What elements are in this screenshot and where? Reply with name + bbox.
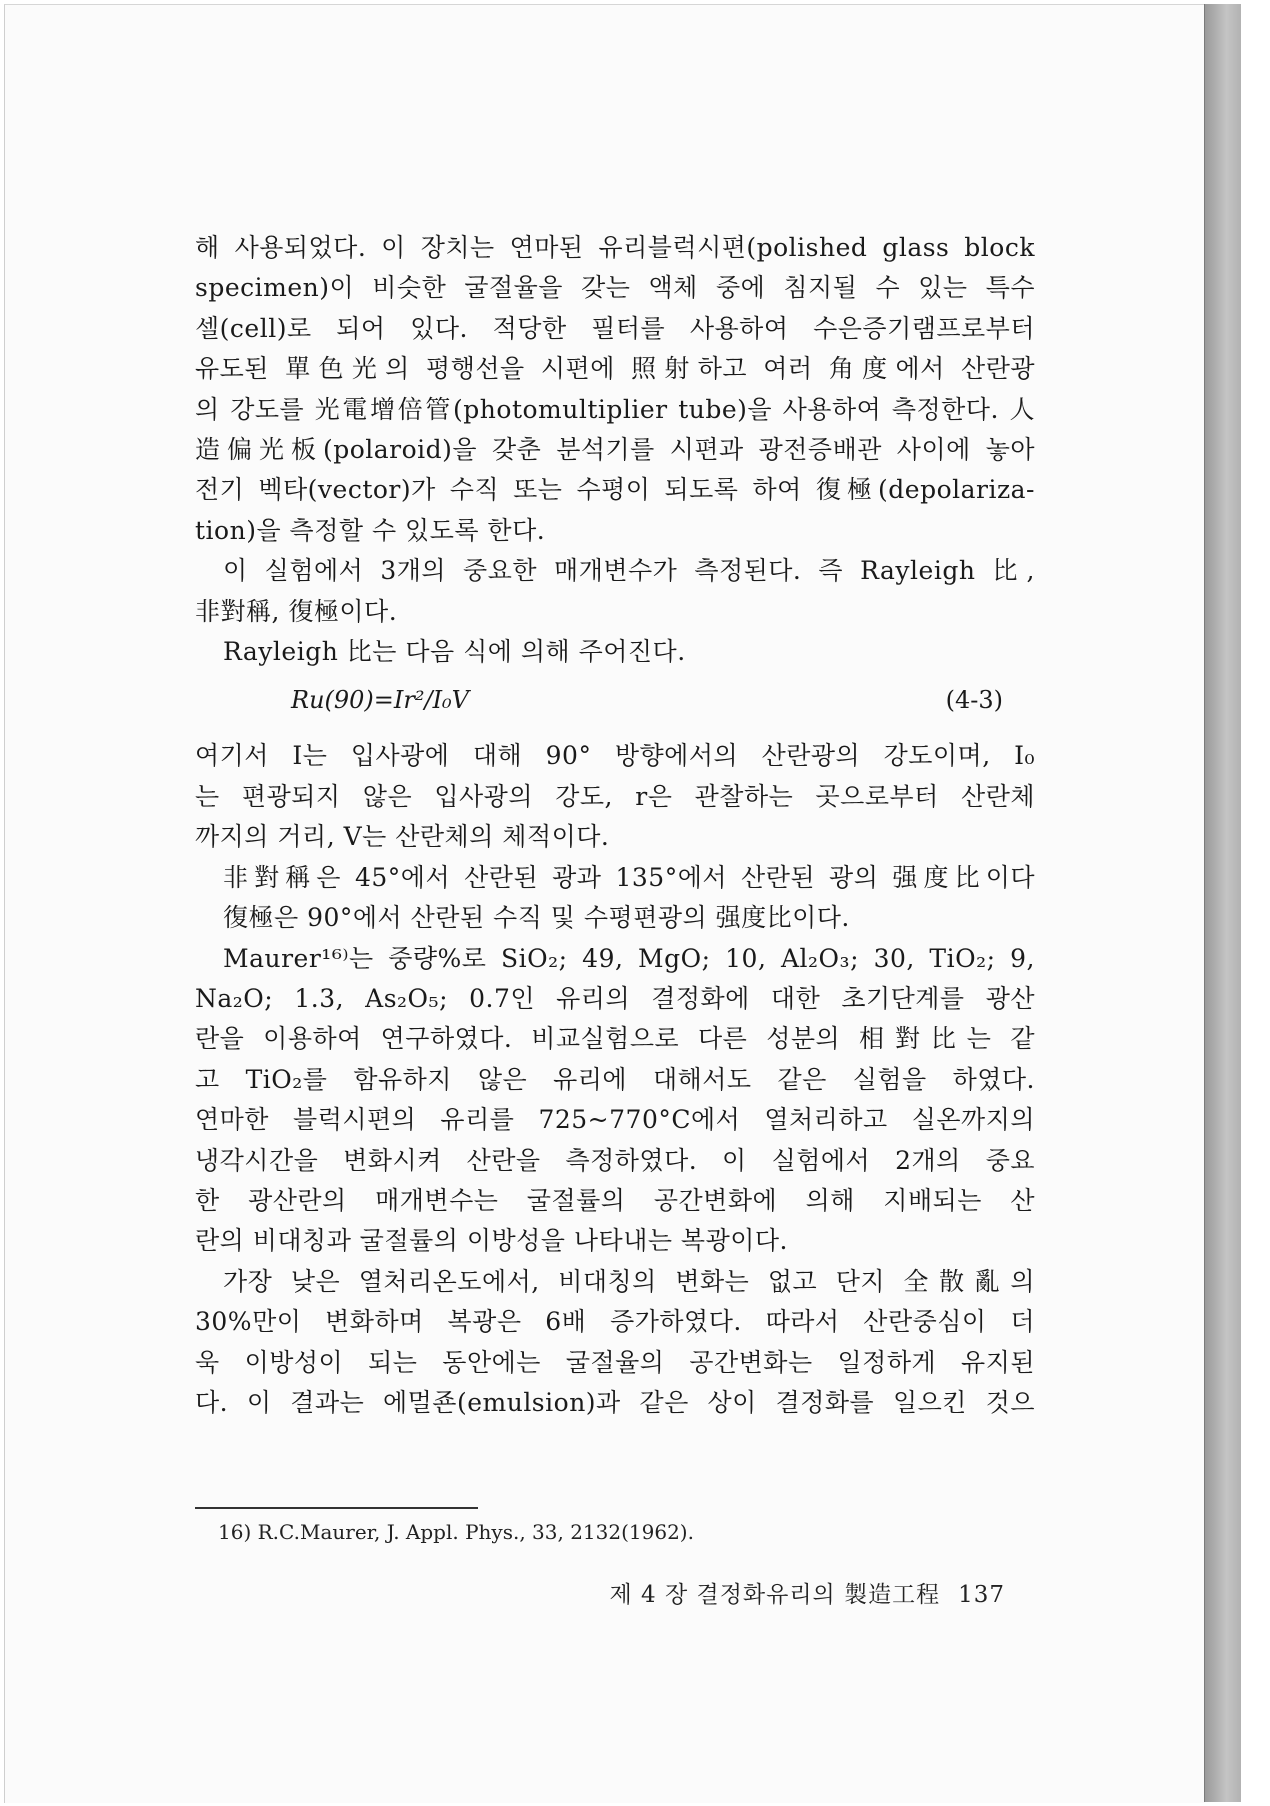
- text-line: Rayleigh 比는 다음 식에 의해 주어진다.: [223, 637, 686, 667]
- text-line: 냉각시간을 변화시켜 산란을 측정하였다. 이 실험에서 2개의 중요: [195, 1145, 1035, 1175]
- text-line: Maurer¹⁶⁾는 중량%로 SiO₂; 49, MgO; 10, Al₂O₃; 30, TiO₂; 9,: [223, 943, 1035, 973]
- text-line: 연마한 블럭시편의 유리를 725~770°C에서 열처리하고 실온까지의: [195, 1105, 1035, 1135]
- text-line: 非對稱, 復極이다.: [195, 596, 398, 626]
- text-line: 復極은 90°에서 산란된 수직 및 수평편광의 强度比이다.: [223, 903, 850, 933]
- footnote: 16) R.C.Maurer, J. Appl. Phys., 33, 2132(1962).: [218, 1520, 694, 1544]
- text-line: 셀(cell)로 되어 있다. 적당한 필터를 사용하여 수은증기램프로부터: [195, 313, 1035, 343]
- text-line: 여기서 I는 입사광에 대해 90° 방향에서의 산란광의 강도이며, I₀: [195, 741, 1035, 771]
- chapter-title: 제 4 장 결정화유리의 製造工程: [609, 1582, 941, 1608]
- equation-number: (4-3): [945, 686, 1003, 715]
- text-line: 전기 벡타(vector)가 수직 또는 수평이 되도록 하여 復極(depolariza-: [195, 475, 1035, 505]
- page-number: 137: [958, 1582, 1005, 1608]
- text-line: 는 편광되지 않은 입사광의 강도, r은 관찰하는 곳으로부터 산란체: [195, 781, 1035, 811]
- footnote-divider: [195, 1507, 478, 1509]
- text-line: 造偏光板(polaroid)을 갖춘 분석기를 시편과 광전증배관 사이에 놓아: [195, 435, 1035, 465]
- text-line: specimen)이 비슷한 굴절율을 갖는 액체 중에 침지될 수 있는 특수: [195, 273, 1035, 303]
- body-text: [195, 228, 1035, 1423]
- equation: [195, 672, 1035, 736]
- text-line: 까지의 거리, V는 산란체의 체적이다.: [195, 822, 610, 852]
- page-edge-shadow: [1204, 4, 1241, 1802]
- text-line: 란을 이용하여 연구하였다. 비교실험으로 다른 성분의 相對比는 같: [195, 1024, 1035, 1054]
- text-line: 30%만이 변화하며 복광은 6배 증가하였다. 따라서 산란중심이 더: [195, 1307, 1035, 1337]
- text-line: 가장 낮은 열처리온도에서, 비대칭의 변화는 없고 단지 全散亂의: [223, 1266, 1035, 1296]
- text-line: tion)을 측정할 수 있도록 한다.: [195, 515, 546, 545]
- text-line: 다. 이 결과는 에멀죤(emulsion)과 같은 상이 결정화를 일으킨 것으: [195, 1387, 1035, 1417]
- text-line: 한 광산란의 매개변수는 굴절률의 공간변화에 의해 지배되는 산: [195, 1185, 1035, 1215]
- equation-formula: Ru(90)=Ir²/I₀V: [291, 686, 469, 715]
- text-line: 이 실험에서 3개의 중요한 매개변수가 측정된다. 즉 Rayleigh 比,: [223, 556, 1035, 586]
- page-footer: [591, 1576, 1005, 1609]
- text-line: 의 강도를 光電增倍管(photomultiplier tube)을 사용하여 측정한다. 人: [195, 394, 1035, 424]
- text-line: 유도된 單色光의 평행선을 시편에 照射하고 여러 角度에서 산란광: [195, 354, 1035, 384]
- text-line: 란의 비대칭과 굴절률의 이방성을 나타내는 복광이다.: [195, 1226, 788, 1256]
- text-line: 고 TiO₂를 함유하지 않은 유리에 대해서도 같은 실험을 하였다.: [195, 1064, 1035, 1094]
- text-line: 해 사용되었다. 이 장치는 연마된 유리블럭시편(polished glass block: [195, 233, 1035, 262]
- text-line: 욱 이방성이 되는 동안에는 굴절율의 공간변화는 일정하게 유지된: [195, 1347, 1035, 1377]
- text-line: 非對稱은 45°에서 산란된 광과 135°에서 산란된 광의 强度比이다: [223, 862, 1035, 892]
- text-line: Na₂O; 1.3, As₂O₅; 0.7인 유리의 결정화에 대한 초기단계를 광산: [195, 983, 1035, 1013]
